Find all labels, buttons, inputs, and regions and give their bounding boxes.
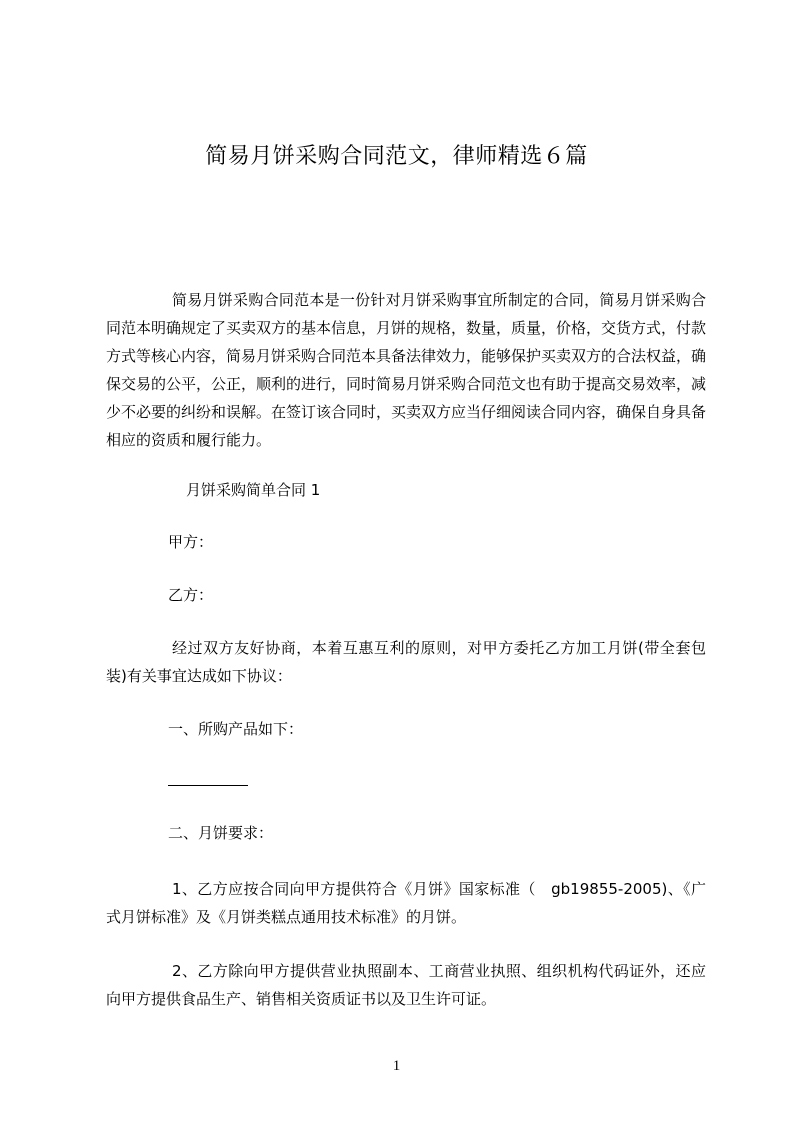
preamble-paragraph: 经过双方友好协商，本着互惠互利的原则，对甲方委托乙方加工月饼(带全套包装)有关事宜达成如下协议： <box>106 639 706 685</box>
page-number: 1 <box>392 1058 401 1074</box>
blank-underline <box>168 785 248 786</box>
clause-2-paragraph: 2、乙方除向甲方提供营业执照副本、工商营业执照、组织机构代码证外，还应向甲方提供食品生产、销售相关资质证书以及卫生许可证。 <box>106 962 706 1008</box>
document-title: 简易月饼采购合同范文，律师精选６篇 <box>205 144 588 169</box>
party-a-label: 甲方： <box>168 533 214 551</box>
section-2-heading: 二、月饼要求： <box>168 824 274 842</box>
intro-paragraph: 简易月饼采购合同范本是一份针对月饼采购事宜所制定的合同，简易月饼采购合同范本明确规定了买卖双方的基本信息，月饼的规格，数量，质量，价格，交货方式，付款方式等核心内容，简易月饼采购合同范本具备法律效力，能够保护买卖双方的合法权益，确保交易的公平，公正，顺利的进行，同时简易月饼采购合同范文也有助于提高交易效率，减少不必要的纠纷和误解。在签订该合同时，买卖双方应当仔细阅读合同内容，确保自身具备相应的资质和履行能力。 <box>106 291 707 449</box>
clause-1-paragraph: 1、乙方应按合同向甲方提供符合《月饼》国家标准（ gb19855-2005)、《广式月饼标准》及《月饼类糕点通用技术标准》的月饼。 <box>106 880 706 926</box>
party-b-label: 乙方： <box>168 586 214 604</box>
contract-heading: 月饼采购简单合同 1 <box>186 481 321 499</box>
section-1-heading: 一、所购产品如下： <box>168 720 304 738</box>
